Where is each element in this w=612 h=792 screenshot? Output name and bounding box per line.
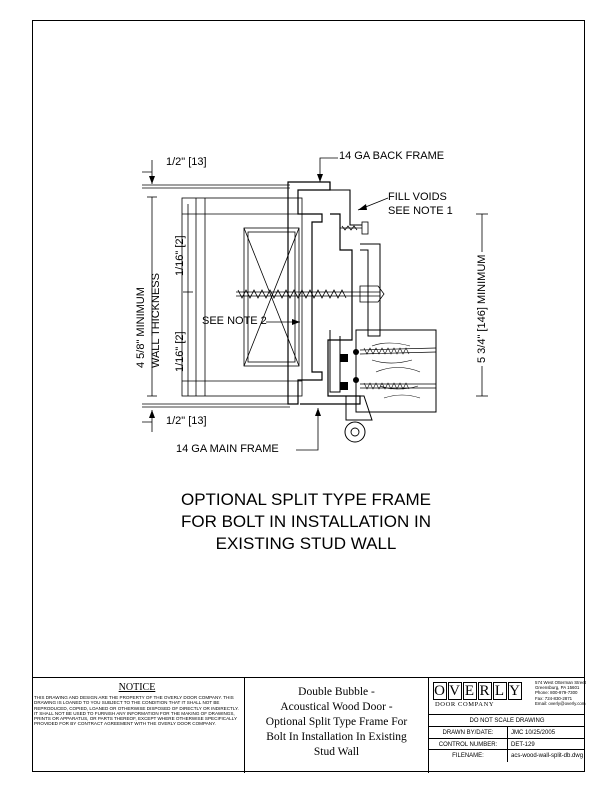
company-logo-sub: DOOR COMPANY — [435, 701, 495, 708]
drawn-by-row — [429, 726, 585, 738]
see-note-1-label: SEE NOTE 1 — [388, 205, 453, 217]
scale-note-row — [429, 714, 585, 726]
title-block — [32, 677, 585, 772]
filename-value: acs-wood-wall-split-db.dwg — [511, 753, 584, 760]
screw-main — [236, 286, 384, 302]
description-line-2: Acoustical Wood Door - — [280, 701, 393, 713]
drawing-description — [244, 678, 429, 773]
company-logo — [429, 678, 585, 714]
description-line-3: Optional Split Type Frame For — [265, 716, 408, 728]
main-frame-label: 14 GA MAIN FRAME — [176, 443, 279, 455]
half-inch-bottom-label: 1/2" [13] — [166, 415, 207, 427]
drawn-by-label: DRAWN BY/DATE: — [442, 729, 494, 736]
description-line-1: Double Bubble - — [298, 686, 375, 698]
back-frame-leader — [320, 158, 338, 182]
gasket-bottom — [340, 382, 348, 390]
sixteenth-bottom-label: 1/16" [2] — [174, 331, 186, 372]
door-leaf — [356, 330, 436, 412]
control-number-label: CONTROL NUMBER: — [438, 741, 498, 748]
bubble-seal-top — [353, 349, 359, 355]
wall-thickness-label-2: WALL THICKNESS — [150, 273, 162, 368]
control-number-row — [429, 738, 585, 750]
description-line-5: Stud Wall — [313, 746, 360, 758]
back-frame-label: 14 GA BACK FRAME — [339, 150, 445, 162]
company-info-block — [429, 678, 585, 773]
title-line-2: FOR BOLT IN INSTALLATION IN — [180, 512, 431, 531]
drawing-title — [40, 489, 572, 555]
title-line-1: OPTIONAL SPLIT TYPE FRAME — [180, 490, 432, 509]
wall-thickness-label-1: 4 5/8" MINIMUM — [135, 287, 147, 368]
control-number-value: DET-129 — [511, 741, 535, 748]
fill-voids-label: FILL VOIDS — [388, 191, 447, 203]
hinge-knuckle — [345, 422, 365, 442]
back-frame-profile — [288, 182, 330, 404]
notice-section — [34, 682, 240, 727]
company-logo-letters: O V E R L Y — [434, 683, 521, 699]
see-note-2-label: SEE NOTE 2 — [202, 315, 267, 327]
scale-note: DO NOT SCALE DRAWING — [469, 718, 545, 724]
description-line-4: Bolt In Installation In Existing — [266, 731, 407, 743]
gasket-top — [340, 354, 348, 362]
filename-label: FILENAME: — [452, 753, 484, 760]
sixteenth-top-label: 1/16" [2] — [174, 235, 186, 276]
min-dim-label: 5 3/4" [146] MINIMUM — [477, 252, 488, 366]
filename-row — [429, 749, 585, 761]
notice-heading: NOTICE — [118, 682, 156, 693]
title-line-3: EXISTING STUD WALL — [215, 534, 397, 553]
half-inch-top-label: 1/2" [13] — [166, 156, 207, 168]
notice-body: THIS DRAWING AND DESIGN ARE THE PROPERTY OF THE OVERLY DOOR COMPANY. THIS DRAWING IS LOANED TO YOU SUBJECT TO THE CONDITION THAT IT SHALL NOT BE REPRODUCED, COPIED, LOANED OR OTHERWISE DISPOSED OF DIRECTLY OR INDIRECTLY. IT SHALL NOT BE USED TO FURNISH ANY INFORMATION FOR THE MAKING OF DRAWINGS, PRINTS OR APPARATUS, OR PARTS THEREOF, EXCEPT WHERE OTHERWISE SPECIFICALLY PROVIDED FOR BY CONTRACT AGREEMENT WITH THE OVERLY DOOR COMPANY. — [34, 695, 239, 727]
drawn-by-value: JMC 10/25/2005 — [511, 729, 556, 736]
company-address: 574 West Otterman Street Greensburg, PA 15601 Phone: 800-979-7300 Fax: 724-830-2871 Email: overly@overly.com — [535, 680, 586, 706]
hinge-leaf — [346, 396, 372, 420]
main-frame-leader — [296, 408, 318, 450]
screw-top — [340, 222, 368, 234]
